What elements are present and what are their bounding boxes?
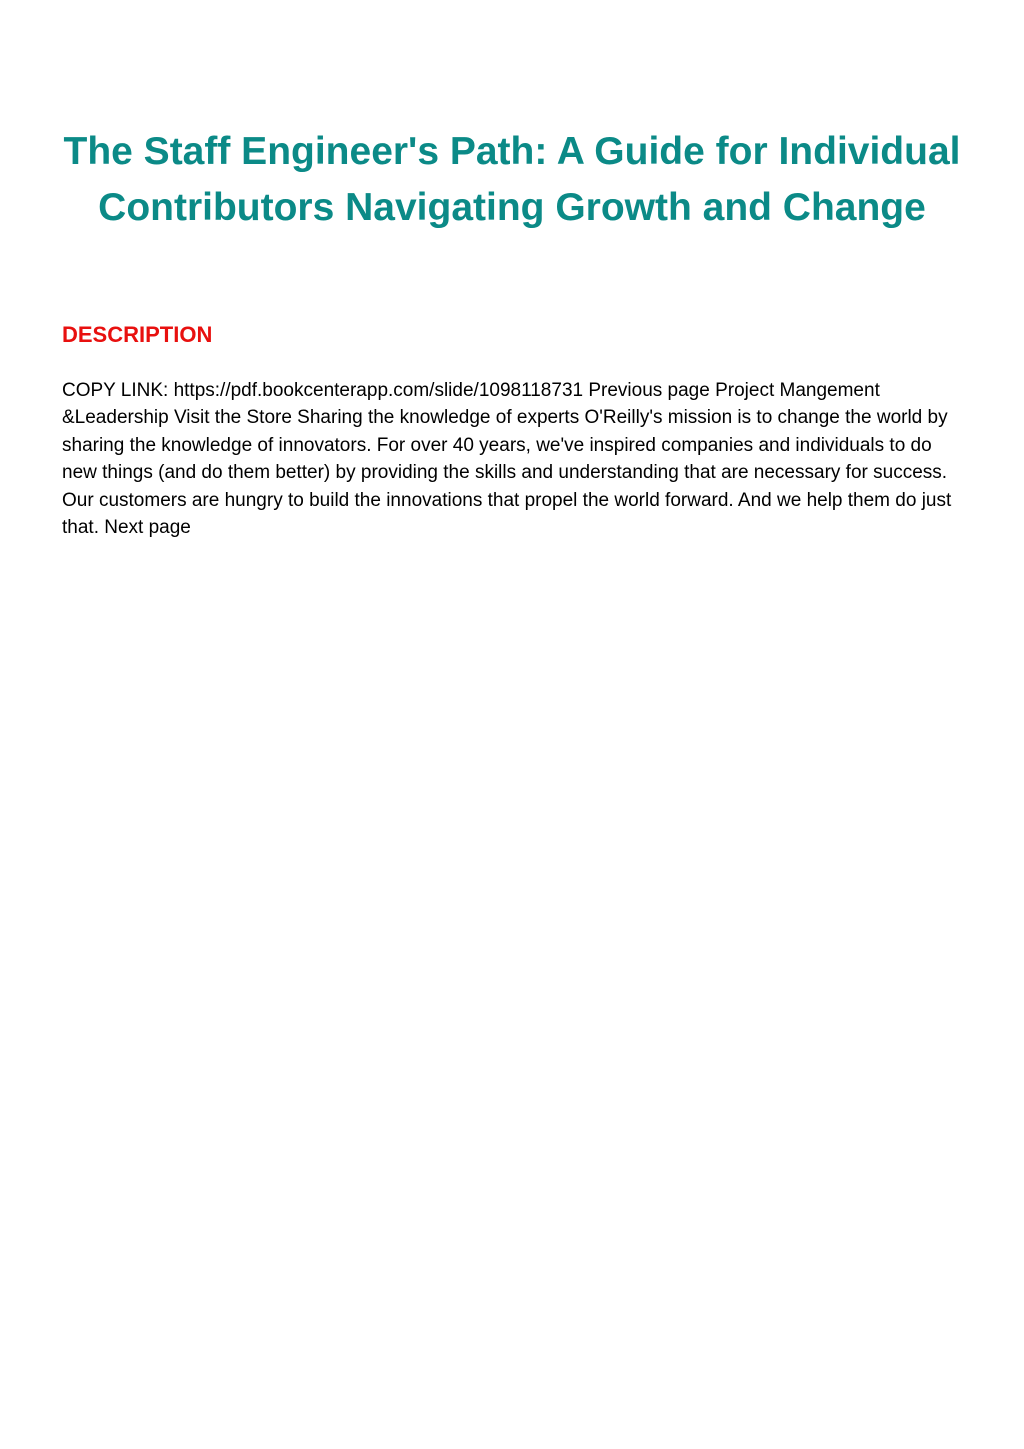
document-title: The Staff Engineer's Path: A Guide for Individual Contributors Navigating Growth and Change	[63, 130, 961, 229]
description-text: COPY LINK: https://pdf.bookcenterapp.com/slide/1098118731 Previous page Project Mangement &Leadership Visit the Store Sharing the knowledge of experts O'Reilly's mission is to change the world by sharing the knowledge of innovators. For over 40 years, we've inspired companies and individuals to do new things (and do them better) by providing the skills and understanding that are necessary for success. Our customers are hungry to build the innovations that propel the world forward. And we help them do just that. Next page	[62, 380, 952, 539]
description-heading: DESCRIPTION	[62, 322, 213, 347]
